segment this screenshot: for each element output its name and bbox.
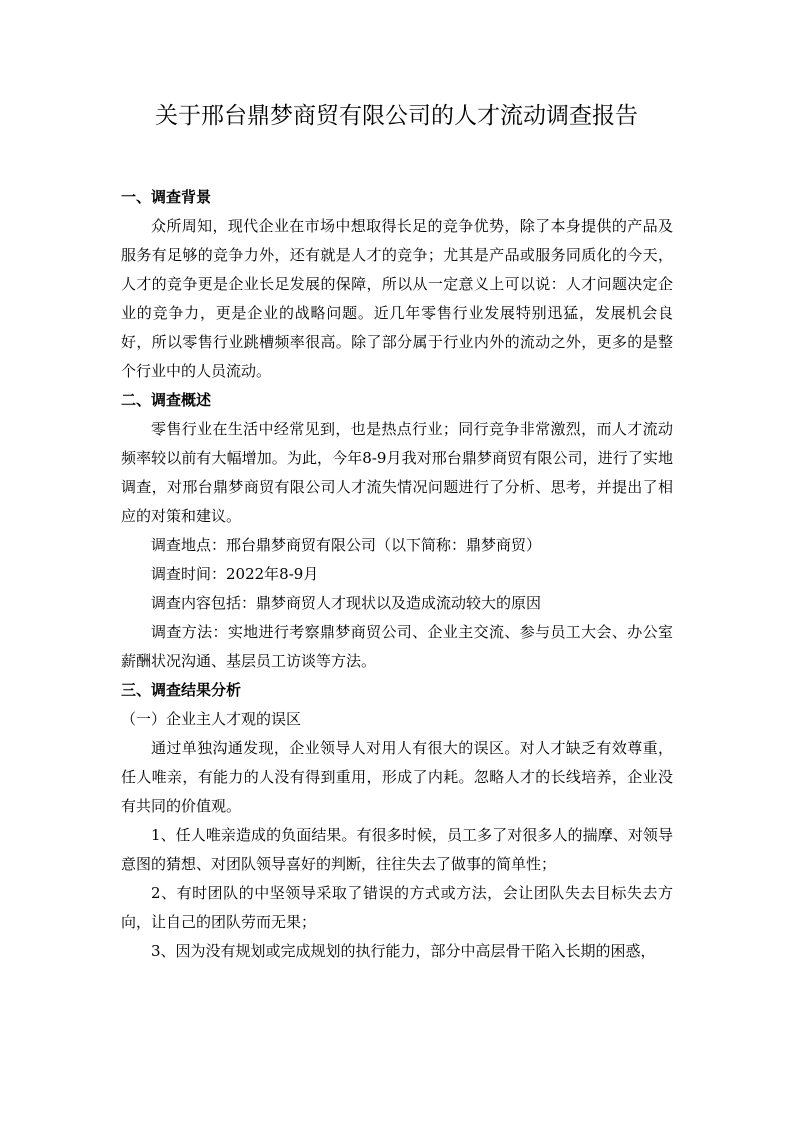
paragraph-overview: 零售行业在生活中经常见到，也是热点行业；同行竞争非常激烈，而人才流动频率较以前有大幅增加。为此，今年8-9月我对邢台鼎梦商贸有限公司，进行了实地调查，对邢台鼎梦商贸有限公司人才流失情况问题进行了分析、思考，并提出了相应的对策和建议。 <box>121 420 673 525</box>
document-title: 关于邢台鼎梦商贸有限公司的人才流动调查报告 <box>155 103 638 129</box>
survey-location: 调查地点：邢台鼎梦商贸有限公司（以下简称：鼎梦商贸） <box>151 536 542 554</box>
survey-time: 调查时间：2022年8-9月 <box>151 565 319 583</box>
subsection-heading-misconception: （一）企业主人才观的误区 <box>121 710 302 728</box>
list-item-1: 1、任人唯亲造成的负面结果。有很多时候，员工多了对很多人的揣摩、对领导意图的猜想、对团队领导喜好的判断，往往失去了做事的简单性； <box>121 826 673 873</box>
list-item-3: 3、因为没有规划或完成规划的执行能力，部分中高层骨干陷入长期的困惑， <box>151 942 656 960</box>
section-heading-background: 一、调查背景 <box>121 188 212 206</box>
list-item-2: 2、有时团队的中坚领导采取了错误的方式或方法，会让团队失去目标失去方向，让自己的团队劳而无果； <box>121 884 673 931</box>
section-heading-analysis: 三、调查结果分析 <box>121 681 242 699</box>
survey-content: 调查内容包括：鼎梦商贸人才现状以及造成流动较大的原因 <box>151 594 542 612</box>
paragraph-analysis: 通过单独沟通发现，企业领导人对用人有很大的误区。对人才缺乏有效尊重，任人唯亲，有能力的人没有得到重用，形成了内耗。忽略人才的长线培养，企业没有共同的价值观。 <box>121 739 673 815</box>
paragraph-background: 众所周知，现代企业在市场中想取得长足的竞争优势，除了本身提供的产品及服务有足够的竞争力外，还有就是人才的竞争；尤其是产品或服务同质化的今天，人才的竞争更是企业长足发展的保障，所以从一定意义上可以说：人才问题决定企业的竞争力，更是企业的战略问题。近几年零售行业发展特别迅猛，发展机会良好，所以零售行业跳槽频率很高。除了部分属于行业内外的流动之外，更多的是整个行业中的人员流动。 <box>121 217 673 380</box>
section-heading-overview: 二、调查概述 <box>121 391 212 409</box>
document-body <box>121 183 673 966</box>
survey-method: 调查方法：实地进行考察鼎梦商贸公司、企业主交流、参与员工大会、办公室薪酬状况沟通、基层员工访谈等方法。 <box>121 623 673 670</box>
